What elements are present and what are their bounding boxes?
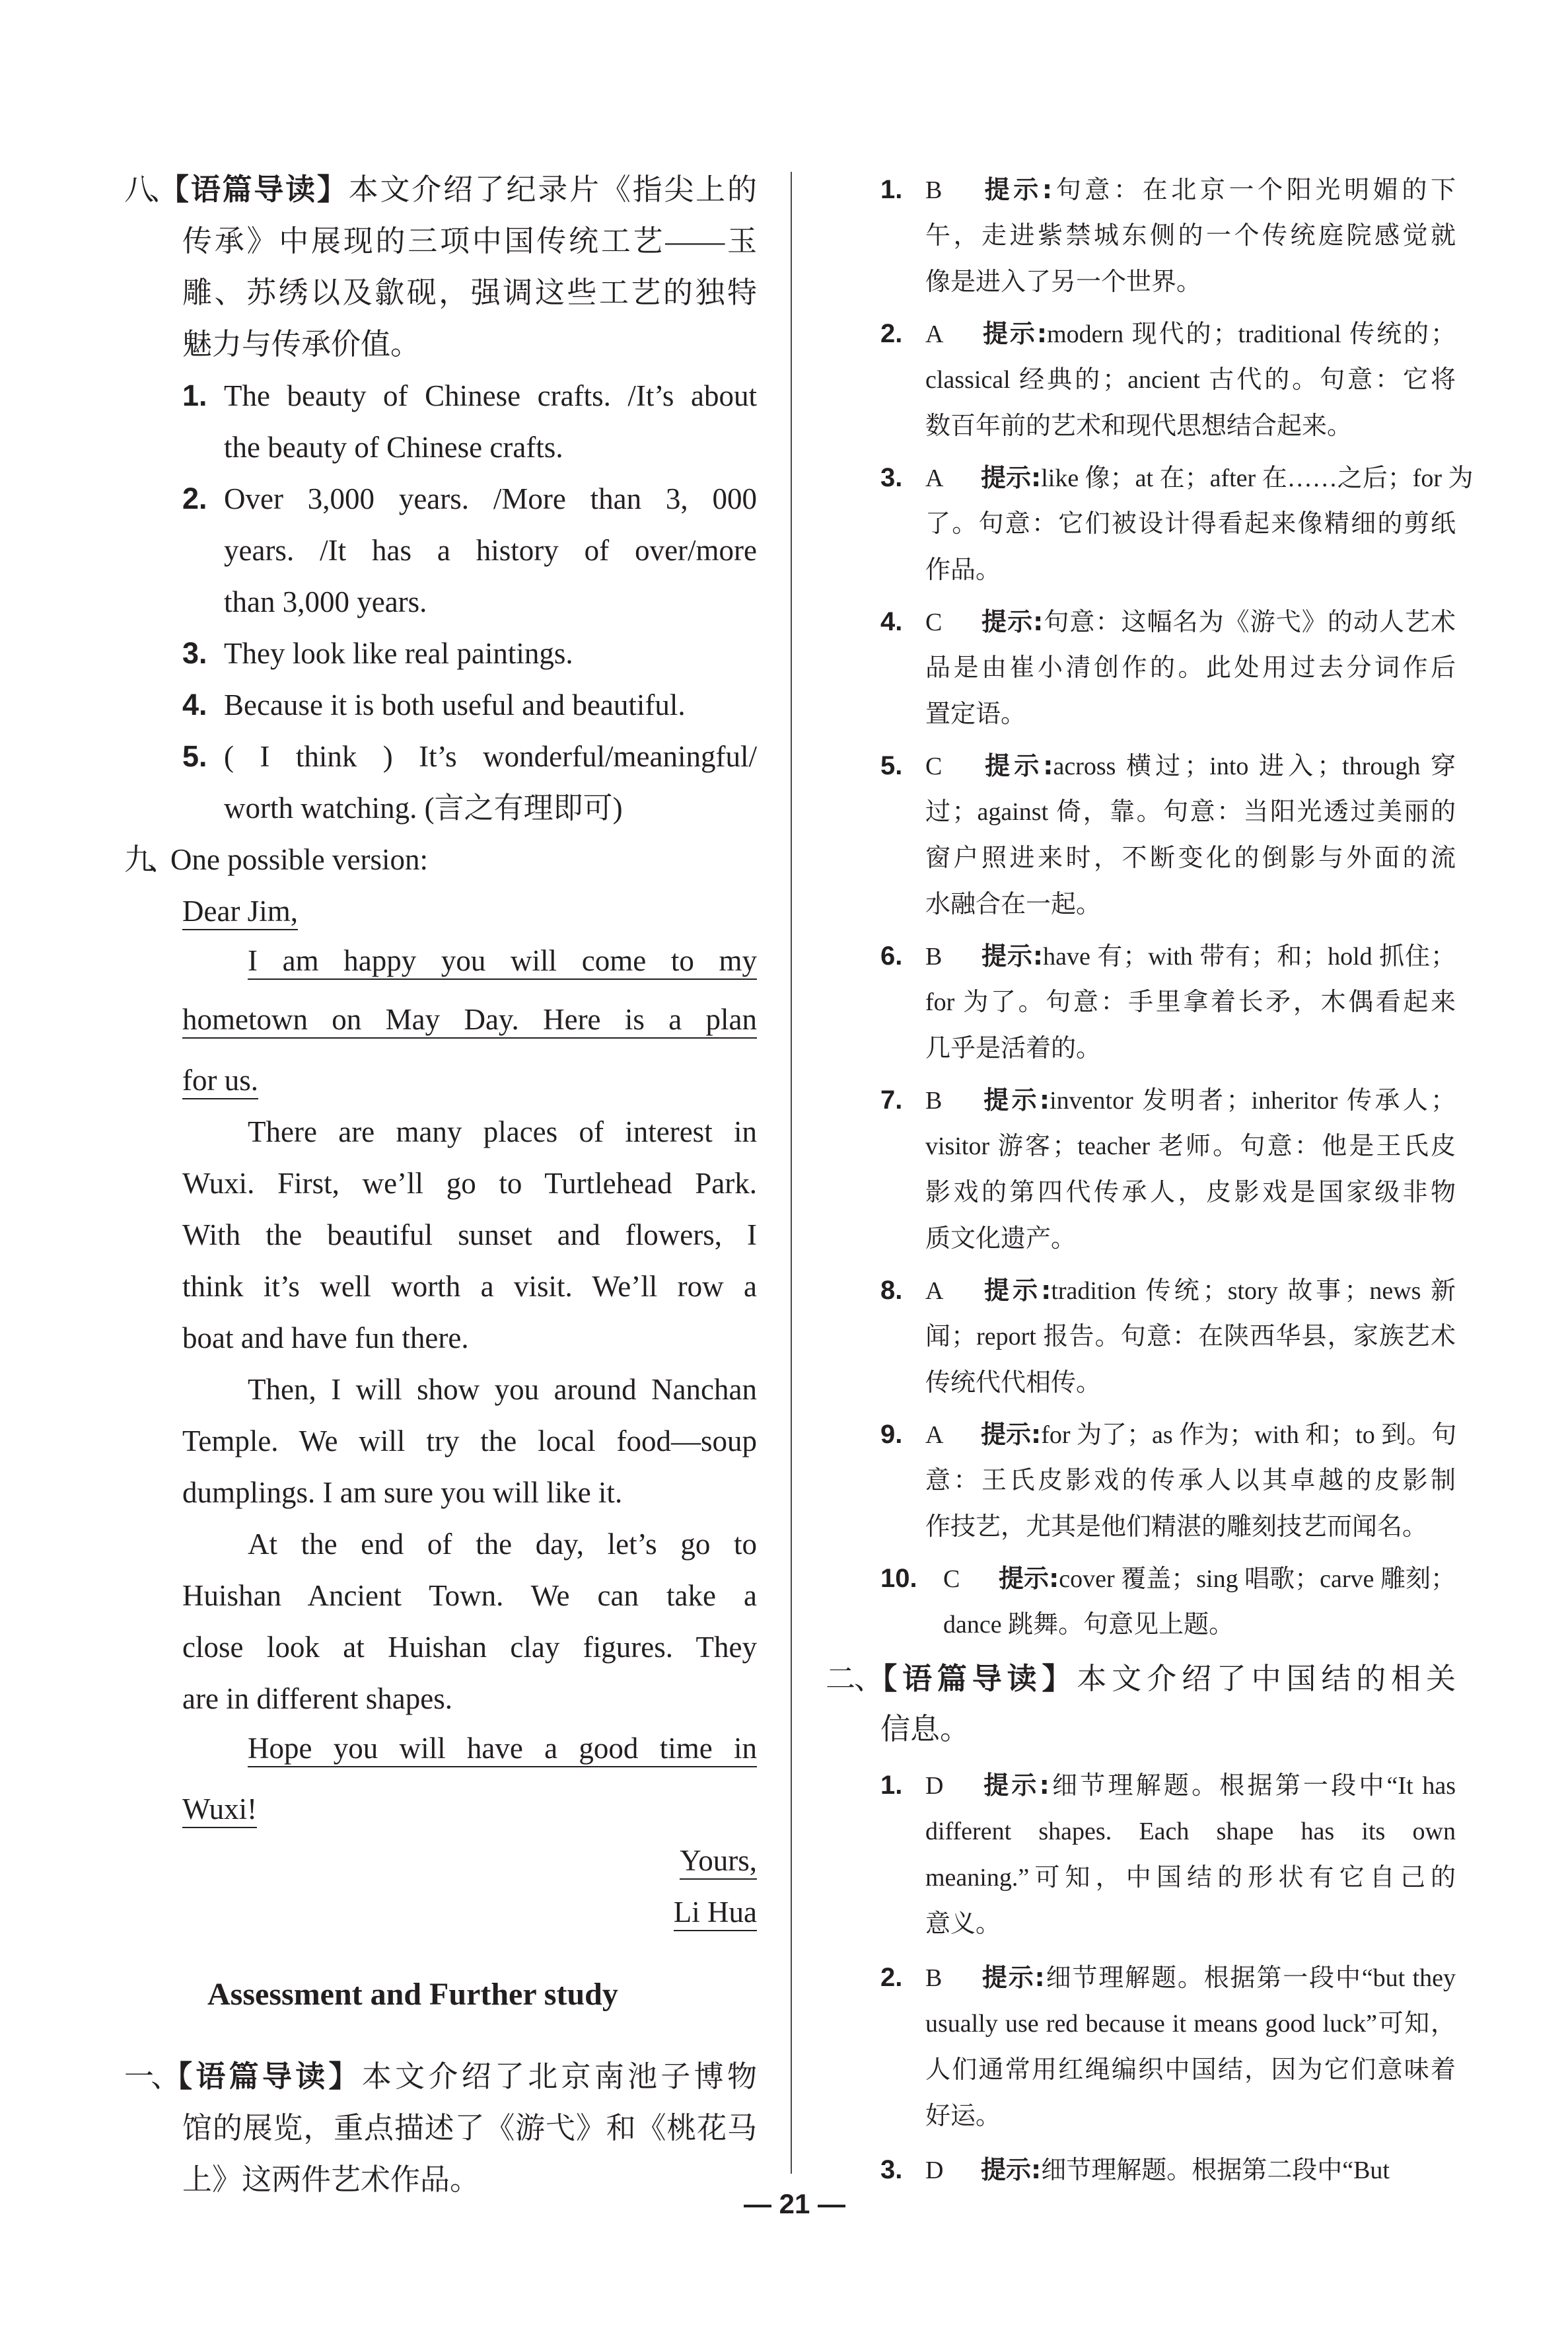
answer-line: Because it is both useful and beautiful. bbox=[224, 688, 686, 721]
letter-line: think it’s well worth a visit. We’ll row a bbox=[182, 1270, 757, 1303]
hint-text: across 横过；into 进入；through 穿 bbox=[1053, 753, 1456, 780]
answer-line: the beauty of Chinese crafts. bbox=[224, 431, 563, 464]
hint-text: have 有；with 带有；和；hold 抓住； bbox=[1043, 943, 1456, 971]
left-column bbox=[124, 164, 757, 2205]
text-line bbox=[826, 1653, 1456, 1704]
hint-label: 提示: bbox=[981, 941, 1044, 971]
item-number: 5. bbox=[182, 739, 207, 773]
hint-line bbox=[925, 403, 1456, 449]
hint-line bbox=[925, 357, 1456, 403]
section-sec2 bbox=[826, 1653, 1456, 1755]
text-line bbox=[124, 164, 757, 215]
choice-item bbox=[880, 1762, 1456, 1947]
hint-text: 细节理解题。根据第一段中“but they bbox=[1044, 1964, 1456, 1992]
hint-text: inventor 发明者；inheritor 传承人； bbox=[1050, 1087, 1456, 1115]
hint-text: 水融合在一起。 bbox=[925, 891, 1102, 918]
item-number: 4. bbox=[880, 607, 903, 636]
hint-text: 人们通常用红绳编织中国结，因为它们意味着 bbox=[925, 2056, 1456, 2084]
answer-item bbox=[182, 473, 757, 628]
item-number: 2. bbox=[880, 319, 903, 348]
letter-line bbox=[182, 1054, 757, 1106]
choice-item bbox=[880, 1411, 1456, 1550]
item-number: 3. bbox=[182, 636, 207, 670]
hint-line bbox=[925, 547, 1456, 593]
answer-letter: D bbox=[925, 2157, 944, 2184]
choice-item bbox=[880, 1954, 1456, 2139]
letter-signature bbox=[182, 1886, 757, 1938]
letter-line: close look at Huishan clay figures. They bbox=[182, 1631, 757, 1664]
hint-text: cover 覆盖；sing 唱歌；carve 雕刻； bbox=[1059, 1565, 1456, 1593]
hint-text: 午，走进紫禁城东侧的一个传统庭院感觉就 bbox=[925, 222, 1456, 250]
hint-line bbox=[925, 166, 1456, 213]
answer-line: The beauty of Chinese crafts. /It’s about bbox=[224, 379, 757, 412]
hint-line bbox=[925, 599, 1456, 645]
letter-line: Huishan Ancient Town. We can take a bbox=[182, 1579, 757, 1612]
item-number: 3. bbox=[880, 2155, 903, 2184]
letter-line bbox=[182, 944, 757, 996]
item-number: 8. bbox=[880, 1276, 903, 1305]
answer-letter: B bbox=[925, 176, 943, 204]
letter-line: are in different shapes. bbox=[182, 1682, 452, 1715]
choice-item bbox=[880, 933, 1456, 1072]
hint-label: 提示: bbox=[981, 751, 1053, 780]
line-text: One possible version: bbox=[170, 843, 428, 876]
right-column bbox=[826, 166, 1474, 2193]
line-text: 上》这两件艺术作品。 bbox=[182, 2163, 480, 2196]
item-number: 3. bbox=[880, 463, 903, 492]
choice-item bbox=[880, 599, 1456, 737]
letter-line: Temple. We will try the local food—soup bbox=[182, 1424, 757, 1458]
hint-line bbox=[943, 1602, 1456, 1648]
hint-line bbox=[925, 213, 1456, 259]
section-sec1 bbox=[124, 2051, 757, 2205]
hint-line bbox=[925, 835, 1456, 881]
line-text: 本文介绍了北京南池子博物 bbox=[361, 2060, 757, 2093]
underlined-text: hometown on May Day. Here is a plan bbox=[182, 1003, 757, 1039]
hint-text: for 为了。句意：手里拿着长矛，木偶看起来 bbox=[925, 988, 1456, 1016]
section-tag: 【语篇导读】 bbox=[882, 1661, 1077, 1696]
hint-text: for 为了；as 作为；with 和；to 到。句 bbox=[1041, 1421, 1457, 1449]
assessment-heading: Assessment and Further study bbox=[207, 1977, 618, 2012]
hint-line bbox=[925, 311, 1456, 357]
hint-text: 数百年前的艺术和现代思想结合起来。 bbox=[925, 412, 1353, 440]
hint-text: 过；against 倚，靠。句意：当阳光透过美丽的 bbox=[925, 798, 1456, 826]
line-text: 馆的展览，重点描述了《游弋》和《桃花马 bbox=[182, 2112, 757, 2145]
hint-text: 句意：在北京一个阳光明媚的下 bbox=[1052, 176, 1456, 204]
answer-line: Over 3,000 years. /More than 3, 000 bbox=[224, 482, 757, 515]
hint-text: meaning.”可知，中国结的形状有它自己的 bbox=[925, 1864, 1456, 1892]
hint-line bbox=[925, 2147, 1456, 2193]
salutation-text: Dear Jim, bbox=[182, 895, 298, 930]
hint-line bbox=[925, 1169, 1456, 1216]
hint-line bbox=[925, 1077, 1456, 1123]
line-text: 本文介绍了纪录片《指尖上的 bbox=[348, 173, 757, 206]
letter-line bbox=[182, 1783, 757, 1835]
text-line bbox=[182, 267, 757, 318]
hint-line bbox=[925, 2001, 1456, 2047]
letter-closing bbox=[182, 1835, 757, 1886]
text-line bbox=[182, 318, 757, 370]
letter-line: There are many places of interest in bbox=[248, 1115, 757, 1148]
column-divider bbox=[791, 172, 792, 2174]
item-number: 1. bbox=[182, 379, 207, 412]
hint-label: 提示: bbox=[999, 1564, 1059, 1593]
text-line bbox=[182, 2102, 757, 2154]
hint-text: dance 跳舞。句意见上题。 bbox=[943, 1611, 1234, 1639]
hint-text: classical 经典的；ancient 古代的。句意：它将 bbox=[925, 366, 1456, 394]
item-number: 9. bbox=[880, 1420, 903, 1449]
answer-letter: A bbox=[925, 464, 944, 492]
hint-label: 提示: bbox=[981, 1276, 1051, 1305]
hint-text: 质文化遗产。 bbox=[925, 1225, 1077, 1253]
answer-line: than 3,000 years. bbox=[224, 585, 427, 618]
choice-item bbox=[880, 1077, 1456, 1262]
answer-letter: B bbox=[925, 1087, 943, 1115]
hint-line bbox=[925, 979, 1456, 1025]
hint-line bbox=[925, 1360, 1456, 1406]
hint-label: 提示: bbox=[981, 1086, 1050, 1115]
answer-item bbox=[182, 628, 757, 679]
hint-line bbox=[925, 259, 1456, 305]
hint-text: 好运。 bbox=[925, 2102, 1001, 2130]
hint-line bbox=[925, 691, 1456, 737]
hint-text: 细节理解题。根据第二段中“But bbox=[1041, 2157, 1390, 2184]
closing-text: Yours, bbox=[680, 1844, 757, 1880]
hint-text: visitor 游客；teacher 老师。句意：他是王氏皮 bbox=[925, 1132, 1456, 1160]
choice-item bbox=[880, 1267, 1456, 1406]
hint-line bbox=[925, 1855, 1456, 1901]
hint-line bbox=[925, 1458, 1456, 1504]
section-tag: 【语篇导读】 bbox=[177, 2059, 362, 2094]
item-number: 10. bbox=[880, 1564, 917, 1593]
hint-line bbox=[925, 743, 1456, 789]
section-sec8 bbox=[124, 164, 757, 370]
hint-label: 提示: bbox=[981, 175, 1053, 204]
hint-line bbox=[925, 645, 1456, 691]
letter-salutation bbox=[182, 885, 757, 937]
hint-line bbox=[925, 1762, 1456, 1808]
sample-letter bbox=[182, 885, 757, 1938]
letter-line: With the beautiful sunset and flowers, I bbox=[182, 1218, 757, 1251]
hint-text: 像是进入了另一个世界。 bbox=[925, 268, 1202, 296]
underlined-text: Wuxi! bbox=[182, 1792, 257, 1828]
letter-line: Wuxi. First, we’ll go to Turtlehead Park. bbox=[182, 1167, 757, 1200]
hint-text: 闻；report 报告。句意：在陕西华县，家族艺术 bbox=[925, 1323, 1456, 1350]
hint-text: modern 现代的；traditional 传统的； bbox=[1047, 320, 1456, 348]
item-number: 5. bbox=[880, 751, 903, 780]
answer-item bbox=[182, 731, 757, 834]
hint-line bbox=[925, 1123, 1456, 1169]
hint-text: like 像；at 在；after 在……之后；for 为 bbox=[1041, 464, 1474, 492]
item-number: 2. bbox=[880, 1963, 903, 1992]
hint-line bbox=[943, 1555, 1456, 1602]
answer-letter: C bbox=[943, 1565, 960, 1593]
answer-item bbox=[182, 370, 757, 473]
item-number: 1. bbox=[880, 1771, 903, 1800]
hint-text: 品是由崔小清创作的。此处用过去分词作后 bbox=[925, 654, 1456, 682]
hint-line bbox=[925, 1954, 1456, 2001]
hint-text: 了。句意：它们被设计得看起来像精细的剪纸 bbox=[925, 510, 1456, 538]
line-text: 雕、苏绣以及歙砚，强调这些工艺的独特 bbox=[182, 276, 757, 309]
hint-text: 作品。 bbox=[925, 556, 1001, 584]
answer-line: ( I think ) It’s wonderful/meaningful/ bbox=[224, 740, 757, 773]
section-sec9 bbox=[124, 834, 757, 885]
hint-line bbox=[925, 1025, 1456, 1072]
answer-letter: B bbox=[925, 1964, 943, 1992]
underlined-text: for us. bbox=[182, 1064, 258, 1099]
letter-line: dumplings. I am sure you will like it. bbox=[182, 1476, 623, 1509]
hint-label: 提示: bbox=[981, 319, 1048, 348]
line-text: 本文介绍了中国结的相关 bbox=[1077, 1662, 1456, 1695]
section-label: 九、 bbox=[124, 843, 171, 876]
choice-item bbox=[880, 1555, 1456, 1648]
hint-line bbox=[925, 1411, 1456, 1458]
hint-label: 提示: bbox=[981, 1963, 1045, 1992]
letter-line bbox=[182, 1003, 757, 1054]
signature-text: Li Hua bbox=[674, 1896, 757, 1931]
text-line bbox=[182, 215, 757, 267]
answer-letter: C bbox=[925, 609, 943, 636]
hint-label: 提示: bbox=[981, 1771, 1050, 1800]
hint-line bbox=[925, 1901, 1456, 1947]
section-label: 八、 bbox=[124, 173, 174, 206]
answer-line: worth watching. (言之有理即可) bbox=[224, 792, 623, 825]
hint-line bbox=[925, 1808, 1456, 1855]
line-text: 传承》中展现的三项中国传统工艺——玉 bbox=[182, 225, 757, 258]
hint-text: 传统代代相传。 bbox=[925, 1369, 1102, 1397]
hint-text: 句意：这幅名为《游弋》的动人艺术 bbox=[1043, 609, 1456, 636]
choice-item bbox=[880, 311, 1456, 449]
item-number: 4. bbox=[182, 688, 207, 721]
choice-item bbox=[880, 2147, 1456, 2193]
section-tag: 【语篇导读】 bbox=[174, 172, 349, 207]
letter-line bbox=[182, 1732, 757, 1783]
text-line bbox=[124, 2051, 757, 2102]
hint-text: 意义。 bbox=[925, 1910, 1001, 1938]
hint-text: 影戏的第四代传承人，皮影戏是国家级非物 bbox=[925, 1179, 1456, 1206]
answer-letter: A bbox=[925, 1421, 944, 1449]
hint-line bbox=[925, 1267, 1456, 1313]
text-line bbox=[124, 834, 757, 885]
hint-line bbox=[925, 501, 1456, 547]
answer-letter: A bbox=[925, 320, 944, 348]
answer-letter: B bbox=[925, 943, 943, 971]
underlined-text: I am happy you will come to my bbox=[248, 944, 757, 980]
hint-text: 几乎是活着的。 bbox=[925, 1035, 1102, 1062]
hint-text: 意：王氏皮影戏的传承人以其卓越的皮影制 bbox=[925, 1467, 1456, 1495]
answer-letter: D bbox=[925, 1772, 944, 1800]
hint-line bbox=[925, 881, 1456, 928]
hint-text: 窗户照进来时，不断变化的倒影与外面的流 bbox=[925, 844, 1456, 872]
answer-line: years. /It has a history of over/more bbox=[224, 534, 757, 567]
hint-text: usually use red because it means good luck”可知， bbox=[925, 2010, 1456, 2038]
section-label: 一、 bbox=[124, 2060, 178, 2093]
hint-text: 作技艺，尤其是他们精湛的雕刻技艺而闻名。 bbox=[925, 1513, 1428, 1541]
text-line bbox=[880, 1704, 1456, 1755]
choice-item bbox=[880, 743, 1456, 928]
letter-line: At the end of the day, let’s go to bbox=[248, 1528, 757, 1561]
item-number: 2. bbox=[182, 482, 207, 515]
hint-label: 提示: bbox=[981, 607, 1044, 636]
section-label: 二、 bbox=[826, 1662, 882, 1695]
hint-text: tradition 传统；story 故事；news 新 bbox=[1051, 1277, 1456, 1305]
choice-item bbox=[880, 455, 1474, 593]
line-text: 魅力与传承价值。 bbox=[182, 328, 421, 361]
choice-item bbox=[880, 166, 1456, 305]
answer-item bbox=[182, 679, 757, 731]
line-text: 信息。 bbox=[880, 1713, 970, 1746]
answer-letter: A bbox=[925, 1277, 944, 1305]
hint-text: 细节理解题。根据第一段中“It has bbox=[1049, 1772, 1456, 1800]
hint-line bbox=[925, 1504, 1456, 1550]
item-number: 1. bbox=[880, 175, 903, 204]
item-number: 6. bbox=[880, 941, 903, 971]
hint-text: 置定语。 bbox=[925, 700, 1026, 728]
item-number: 7. bbox=[880, 1086, 903, 1115]
letter-line: boat and have fun there. bbox=[182, 1321, 469, 1354]
hint-line bbox=[925, 933, 1456, 979]
page-number: — 21 — bbox=[743, 2188, 846, 2219]
hint-line bbox=[925, 789, 1456, 835]
answer-letter: C bbox=[925, 753, 943, 780]
hint-text: different shapes. Each shape has its own bbox=[925, 1818, 1456, 1845]
letter-line: Then, I will show you around Nanchan bbox=[248, 1373, 757, 1406]
hint-label: 提示: bbox=[981, 1420, 1042, 1449]
hint-line bbox=[925, 1216, 1456, 1262]
answer-line: They look like real paintings. bbox=[224, 637, 573, 670]
underlined-text: Hope you will have a good time in bbox=[248, 1732, 757, 1767]
hint-line bbox=[925, 1313, 1456, 1360]
hint-label: 提示: bbox=[981, 2155, 1042, 2184]
hint-line bbox=[925, 2047, 1456, 2093]
hint-line bbox=[925, 2093, 1456, 2139]
hint-line bbox=[925, 455, 1474, 501]
hint-label: 提示: bbox=[981, 463, 1042, 492]
